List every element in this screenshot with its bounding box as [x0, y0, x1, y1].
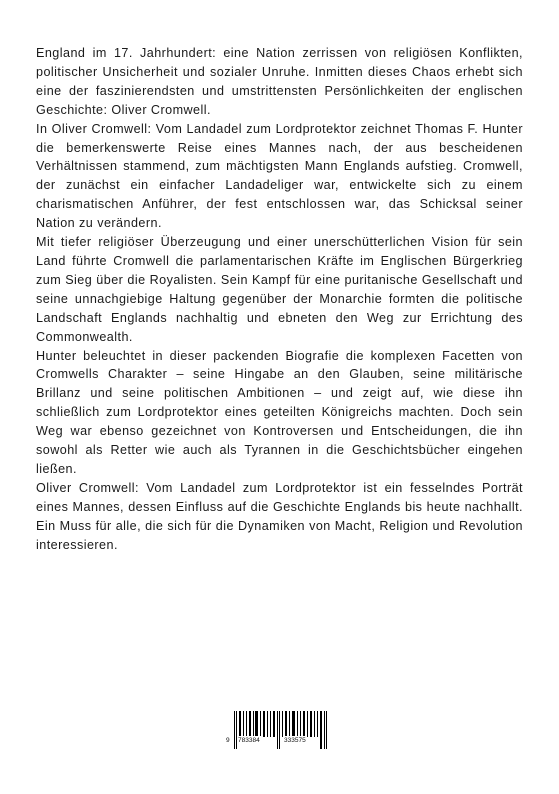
isbn-digits — [226, 736, 336, 748]
blurb-paragraph: Hunter beleuchtet in dieser packenden Biografie die komplexen Facetten von Cromwells Charakter – seine Hingabe an den Glauben, seine militärische Brillanz und seine politischen Ambitionen – und zeigt auf, wie diese ihn schließlich zum Lordprotektor eines geteilten Königreichs machten. Doch sein Weg war ebenso gezeichnet von Kontroversen und Entscheidungen, die ihn sowohl als Retter wie auch als Tyrannen in die Geschichtsbücher eingehen ließen. — [36, 348, 523, 476]
isbn-left-group: 783384 — [238, 737, 260, 744]
isbn-right-group: 333575 — [284, 737, 306, 744]
blurb-text — [36, 44, 523, 554]
blurb-paragraph: England im 17. Jahrhundert: eine Nation zerrissen von religiösen Konflikten, politischer Unsicherheit und sozialer Unruhe. Inmitten dieses Chaos erhebt sich eine der faszinierendsten und umstrittensten Persönlichkeiten der englischen Geschichte: Oliver Cromwell. — [36, 46, 523, 117]
isbn-first-digit: 9 — [226, 737, 230, 744]
blurb-paragraph: Mit tiefer religiöser Überzeugung und einer unerschütterlichen Vision für sein Land führte Cromwell die parlamentarischen Kräfte im Englischen Bürgerkrieg zum Sieg über die Royalisten. Sein Kampf für eine puritanische Gesellschaft und seine unnachgiebige Haltung gegenüber der Monarchie formten die politische Landschaft Englands nachhaltig und ebneten den Weg zur Errichtung des Commonwealth. — [36, 235, 523, 344]
blurb-paragraph: Oliver Cromwell: Vom Landadel zum Lordprotektor ist ein fesselndes Porträt eines Mannes, dessen Einfluss auf die Geschichte Englands bis heute nachhallt. Ein Muss für alle, die sich für die Dynamiken von Macht, Religion und Revolution interessieren. — [36, 480, 523, 552]
blurb-paragraph: In Oliver Cromwell: Vom Landadel zum Lordprotektor zeichnet Thomas F. Hunter die bemerkenswerte Reise eines Mannes nach, der aus bescheidenen Verhältnissen stammend, zum mächtigsten Mann Englands aufstieg. Cromwell, der zunächst ein einfacher Landadeliger war, entwickelte sich zu einem charismatischen Anführer, der fest entschlossen war, das Schicksal seiner Nation zu verändern. — [36, 121, 523, 231]
